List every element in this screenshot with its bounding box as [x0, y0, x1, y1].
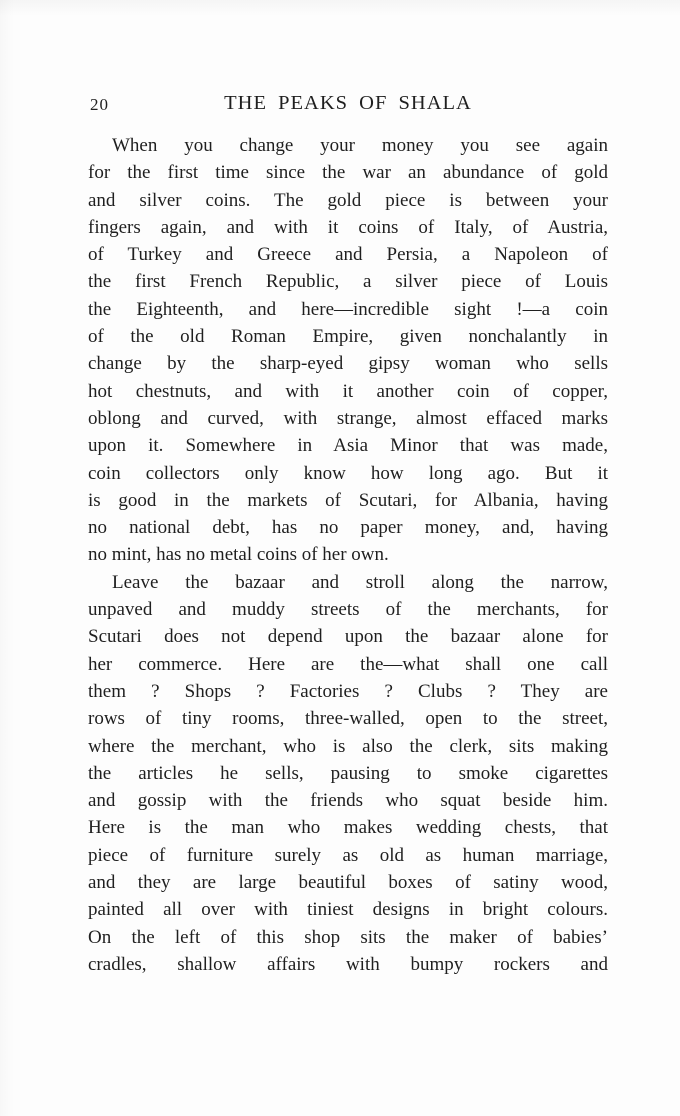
text-line: fingers again, and with it coins of Italy, of Austria,	[88, 216, 608, 238]
text-line: upon it. Somewhere in Asia Minor that was made,	[88, 435, 608, 457]
page-header	[88, 92, 608, 118]
text-line: the articles he sells, pausing to smoke cigarettes	[88, 762, 608, 784]
text-line: no mint, has no metal coins of her own.	[88, 544, 389, 566]
text-line: unpaved and muddy streets of the merchants, for	[88, 599, 608, 621]
text-line: rows of tiny rooms, three-walled, open to the street,	[88, 708, 608, 730]
text-line: them ? Shops ? Factories ? Clubs ? They are	[88, 680, 608, 702]
text-line: piece of furniture surely as old as human marriage,	[88, 844, 608, 866]
text-line: and they are large beautiful boxes of satiny wood,	[88, 872, 608, 894]
text-line: cradles, shallow affairs with bumpy rockers and	[88, 953, 608, 975]
text-line: her commerce. Here are the—what shall one call	[88, 653, 608, 675]
text-line: oblong and curved, with strange, almost effaced marks	[88, 407, 608, 429]
text-line: change by the sharp-eyed gipsy woman who sells	[88, 353, 608, 375]
text-line: hot chestnuts, and with it another coin of copper,	[88, 380, 608, 402]
text-line: On the left of this shop sits the maker of babies’	[88, 926, 608, 948]
running-title: THE PEAKS OF SHALA	[224, 92, 472, 114]
text-line: and gossip with the friends who squat beside him.	[88, 790, 608, 812]
text-line: the first French Republic, a silver piece of Louis	[88, 271, 608, 293]
paragraph	[88, 132, 608, 569]
text-line: where the merchant, who is also the clerk, sits making	[88, 735, 608, 757]
text-line: is good in the markets of Scutari, for Albania, having	[88, 489, 608, 511]
text-line: When you change your money you see again	[112, 135, 608, 156]
text-line: Here is the man who makes wedding chests, that	[88, 817, 608, 839]
text-line: the Eighteenth, and here—incredible sight !—a coin	[88, 298, 608, 320]
text-line: for the first time since the war an abundance of gold	[88, 162, 608, 184]
text-line: and silver coins. The gold piece is between your	[88, 189, 608, 211]
text-line: painted all over with tiniest designs in bright colours.	[88, 899, 608, 921]
text-line: Scutari does not depend upon the bazaar alone for	[88, 626, 608, 648]
page-body	[88, 132, 608, 978]
text-line: of the old Roman Empire, given nonchalantly in	[88, 326, 608, 348]
text-line: no national debt, has no paper money, and, having	[88, 517, 608, 539]
text-line: of Turkey and Greece and Persia, a Napoleon of	[88, 244, 608, 266]
text-line: Leave the bazaar and stroll along the narrow,	[112, 571, 608, 593]
paragraph	[88, 569, 608, 978]
text-line: coin collectors only know how long ago. But it	[88, 462, 608, 484]
page-number: 20	[90, 95, 109, 114]
